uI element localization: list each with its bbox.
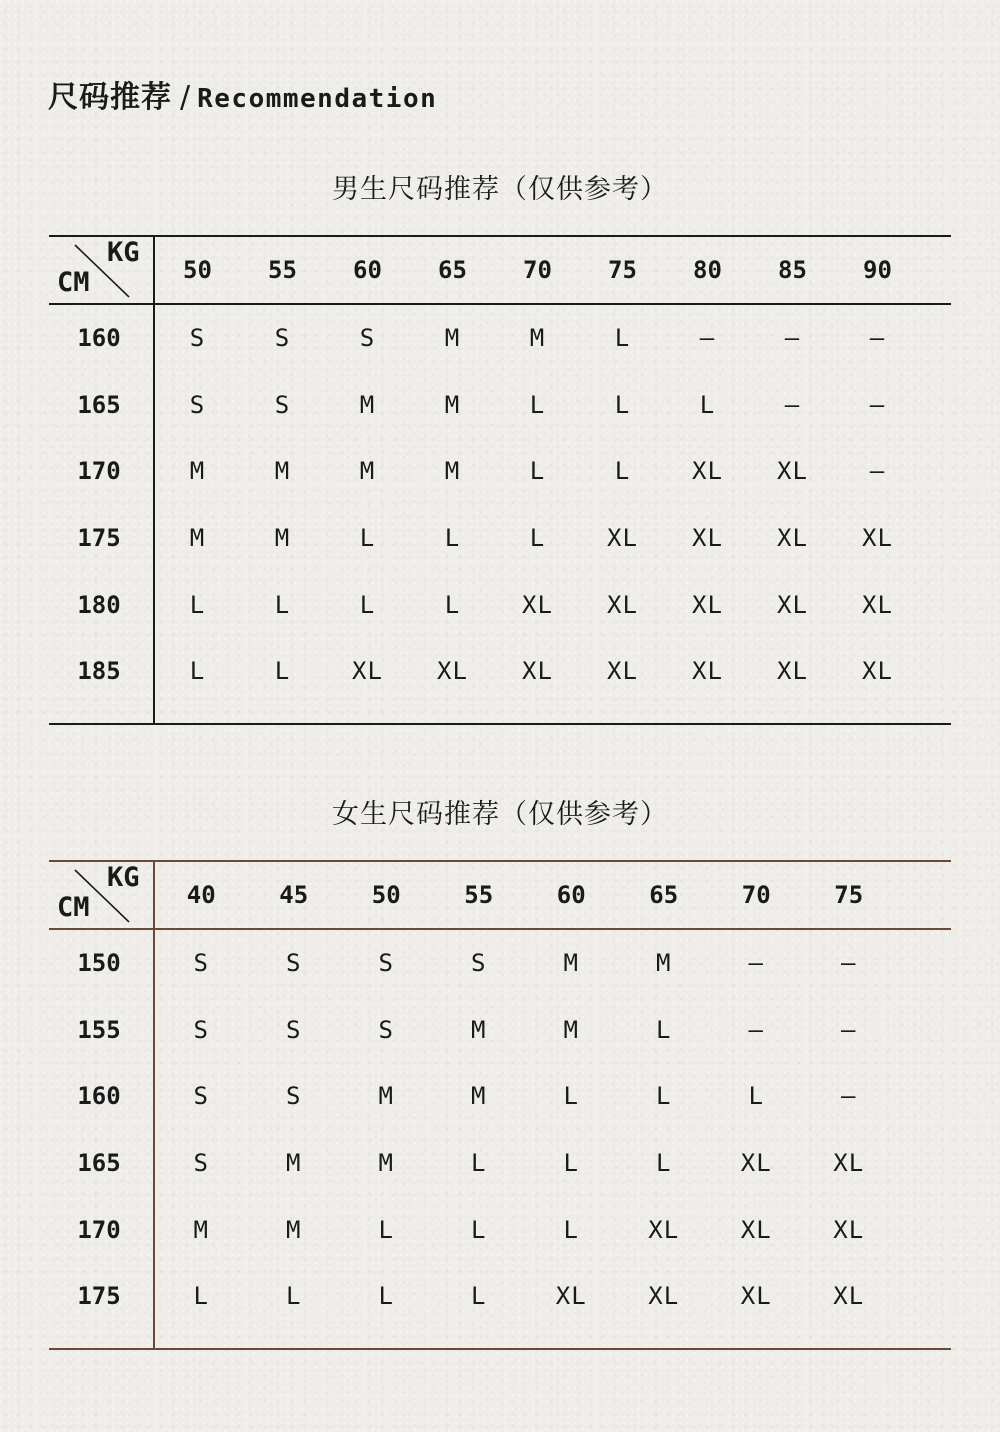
corner-header xyxy=(49,235,153,303)
size-rows xyxy=(49,305,951,705)
size-cells xyxy=(155,1016,895,1044)
size-cells xyxy=(155,949,895,977)
weight-header-70: 70 xyxy=(741,881,771,909)
size-cell: M xyxy=(189,524,206,553)
size-cell: XL xyxy=(692,524,723,553)
size-cell: XL xyxy=(777,590,808,619)
size-cell: M xyxy=(359,457,376,486)
weight-header-70: 70 xyxy=(523,256,552,284)
size-cells xyxy=(155,1149,895,1177)
size-cell: S xyxy=(286,1015,302,1044)
size-cell: L xyxy=(748,1082,764,1111)
size-cell: L xyxy=(614,390,631,419)
size-cell: M xyxy=(193,1215,209,1244)
size-cells xyxy=(155,457,920,485)
size-cell: S xyxy=(189,324,206,353)
size-cell: L xyxy=(189,590,206,619)
weight-header-80: 80 xyxy=(693,256,722,284)
size-cell: L xyxy=(656,1082,672,1111)
size-cell: XL xyxy=(522,590,553,619)
heading-cn: 尺码推荐 xyxy=(48,80,172,115)
size-cell: L xyxy=(529,524,546,553)
size-cell: XL xyxy=(648,1215,680,1244)
size-cell: XL xyxy=(692,590,723,619)
table-row xyxy=(49,1263,951,1330)
size-cell: XL xyxy=(862,524,893,553)
height-header-175: 175 xyxy=(77,524,121,553)
size-cell: L xyxy=(529,390,546,419)
size-cell: XL xyxy=(352,657,383,686)
size-cell: XL xyxy=(607,657,638,686)
size-cell: L xyxy=(614,457,631,486)
size-cell: M xyxy=(656,949,672,978)
size-cell: S xyxy=(274,324,291,353)
size-cell: L xyxy=(274,590,291,619)
women-table-title: 女生尺码推荐（仅供参考） xyxy=(332,799,668,830)
size-cell: XL xyxy=(833,1215,865,1244)
size-cell: — xyxy=(869,324,886,353)
size-cell: XL xyxy=(777,524,808,553)
table-row xyxy=(49,1063,951,1130)
table-bottom-rule xyxy=(49,723,951,725)
size-cell: — xyxy=(841,949,857,978)
table-row xyxy=(49,638,951,705)
weight-header-85: 85 xyxy=(778,256,807,284)
size-cell: L xyxy=(471,1149,487,1178)
weight-header-55: 55 xyxy=(268,256,297,284)
size-cell: L xyxy=(563,1215,579,1244)
size-cell: L xyxy=(699,390,716,419)
size-cell: XL xyxy=(777,457,808,486)
size-cell: S xyxy=(471,949,487,978)
size-cell: L xyxy=(286,1282,302,1311)
weight-header-65: 65 xyxy=(438,256,467,284)
weight-header-50: 50 xyxy=(183,256,212,284)
size-cell: M xyxy=(471,1015,487,1044)
size-cell: L xyxy=(444,590,461,619)
size-cell: L xyxy=(471,1215,487,1244)
size-cell: L xyxy=(444,524,461,553)
size-cells xyxy=(155,324,920,352)
size-cells xyxy=(155,657,920,685)
height-header-175: 175 xyxy=(77,1282,121,1311)
table-row xyxy=(49,571,951,638)
size-cell: M xyxy=(444,324,461,353)
size-cell: L xyxy=(359,524,376,553)
size-cell: M xyxy=(286,1149,302,1178)
size-cell: S xyxy=(193,1082,209,1111)
size-cell: M xyxy=(286,1215,302,1244)
size-cell: — xyxy=(784,324,801,353)
size-cell: S xyxy=(189,390,206,419)
size-cell: — xyxy=(748,1015,764,1044)
size-cell: M xyxy=(529,324,546,353)
size-cell: XL xyxy=(740,1215,772,1244)
size-cell: S xyxy=(378,949,394,978)
table-row xyxy=(49,930,951,997)
size-cell: L xyxy=(193,1282,209,1311)
size-cell: XL xyxy=(607,524,638,553)
height-header-180: 180 xyxy=(77,590,121,619)
height-unit-label: CM xyxy=(57,267,90,298)
size-cell: XL xyxy=(833,1149,865,1178)
size-cells xyxy=(155,524,920,552)
size-cell: S xyxy=(286,949,302,978)
size-cell: S xyxy=(193,1149,209,1178)
weight-header-60: 60 xyxy=(556,881,586,909)
size-cell: M xyxy=(471,1082,487,1111)
size-cell: — xyxy=(699,324,716,353)
size-cell: S xyxy=(274,390,291,419)
size-cell: L xyxy=(471,1282,487,1311)
size-cell: M xyxy=(274,524,291,553)
table-row xyxy=(49,1130,951,1197)
size-cell: M xyxy=(274,457,291,486)
weight-header-row xyxy=(155,862,951,928)
size-cell: — xyxy=(841,1082,857,1111)
height-header-165: 165 xyxy=(77,1149,121,1178)
height-header-150: 150 xyxy=(77,949,121,978)
height-header-160: 160 xyxy=(77,324,121,353)
size-cell: — xyxy=(841,1015,857,1044)
height-unit-label: CM xyxy=(57,892,90,923)
size-cell: XL xyxy=(522,657,553,686)
size-cell: M xyxy=(444,390,461,419)
weight-unit-label: KG xyxy=(107,237,140,268)
size-cell: — xyxy=(784,390,801,419)
size-cell: L xyxy=(563,1149,579,1178)
size-cell: XL xyxy=(740,1282,772,1311)
size-cell: XL xyxy=(833,1282,865,1311)
weight-header-45: 45 xyxy=(279,881,309,909)
size-cell: XL xyxy=(437,657,468,686)
size-cell: — xyxy=(869,390,886,419)
size-cell: XL xyxy=(740,1149,772,1178)
size-cell: L xyxy=(274,657,291,686)
weight-header-65: 65 xyxy=(649,881,679,909)
size-cell: L xyxy=(529,457,546,486)
size-cell: S xyxy=(378,1015,394,1044)
weight-header-row xyxy=(155,237,951,303)
table-row xyxy=(49,1196,951,1263)
size-cell: S xyxy=(193,949,209,978)
size-cell: M xyxy=(359,390,376,419)
weight-header-75: 75 xyxy=(608,256,637,284)
size-cell: L xyxy=(189,657,206,686)
size-cell: XL xyxy=(648,1282,680,1311)
size-cell: XL xyxy=(777,657,808,686)
weight-unit-label: KG xyxy=(107,862,140,893)
weight-header-60: 60 xyxy=(353,256,382,284)
height-header-160: 160 xyxy=(77,1082,121,1111)
size-cells xyxy=(155,1216,895,1244)
size-cell: M xyxy=(378,1082,394,1111)
table-row xyxy=(49,372,951,439)
size-cell: XL xyxy=(607,590,638,619)
height-header-185: 185 xyxy=(77,657,121,686)
size-cell: M xyxy=(189,457,206,486)
height-header-165: 165 xyxy=(77,390,121,419)
size-cell: S xyxy=(193,1015,209,1044)
weight-header-50: 50 xyxy=(371,881,401,909)
size-cell: L xyxy=(614,324,631,353)
size-cells xyxy=(155,1282,895,1310)
size-cell: M xyxy=(563,1015,579,1044)
weight-header-75: 75 xyxy=(834,881,864,909)
table-row xyxy=(49,438,951,505)
size-cells xyxy=(155,391,920,419)
size-cell: M xyxy=(378,1149,394,1178)
size-cell: M xyxy=(444,457,461,486)
height-header-170: 170 xyxy=(77,1215,121,1244)
size-cell: — xyxy=(748,949,764,978)
size-cell: L xyxy=(359,590,376,619)
table-row xyxy=(49,505,951,572)
size-cell: — xyxy=(869,457,886,486)
height-header-155: 155 xyxy=(77,1015,121,1044)
table-row xyxy=(49,997,951,1064)
size-cell: L xyxy=(378,1215,394,1244)
heading-en: Recommendation xyxy=(197,84,438,114)
size-cell: XL xyxy=(692,457,723,486)
heading-separator: / xyxy=(180,80,192,115)
size-cell: XL xyxy=(555,1282,587,1311)
corner-header xyxy=(49,860,153,928)
weight-header-90: 90 xyxy=(863,256,892,284)
size-rows xyxy=(49,930,951,1330)
size-cell: L xyxy=(656,1149,672,1178)
size-cell: S xyxy=(359,324,376,353)
size-cell: L xyxy=(378,1282,394,1311)
table-bottom-rule xyxy=(49,1348,951,1350)
size-cell: XL xyxy=(862,590,893,619)
size-cells xyxy=(155,591,920,619)
size-cell: S xyxy=(286,1082,302,1111)
weight-header-40: 40 xyxy=(186,881,216,909)
size-cell: XL xyxy=(692,657,723,686)
page-heading xyxy=(48,72,437,116)
men-table-title: 男生尺码推荐（仅供参考） xyxy=(332,174,668,205)
weight-header-55: 55 xyxy=(464,881,494,909)
size-cell: L xyxy=(563,1082,579,1111)
size-cell: M xyxy=(563,949,579,978)
size-cell: L xyxy=(656,1015,672,1044)
size-cell: XL xyxy=(862,657,893,686)
size-cells xyxy=(155,1082,895,1110)
height-header-170: 170 xyxy=(77,457,121,486)
table-row xyxy=(49,305,951,372)
